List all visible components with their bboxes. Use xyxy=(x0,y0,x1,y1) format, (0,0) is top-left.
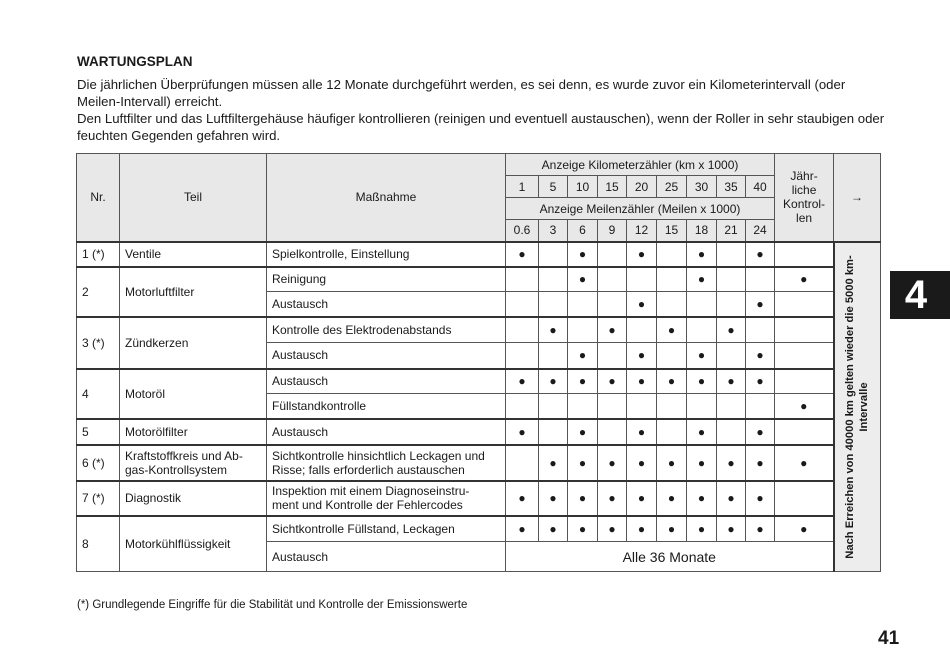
header-yearly-line: Kontrol- xyxy=(783,197,826,212)
interval-dot: ● xyxy=(746,481,775,516)
interval-dot: ● xyxy=(687,516,717,542)
yearly-dot: ● xyxy=(775,394,834,419)
interval-dot: ● xyxy=(717,317,746,343)
yearly-cell xyxy=(775,317,834,343)
interval-dot: ● xyxy=(568,481,598,516)
mile-interval: 12 xyxy=(627,220,657,242)
measure xyxy=(267,542,506,572)
km-interval: 5 xyxy=(539,176,568,198)
km-interval: 20 xyxy=(627,176,657,198)
item-number: 5 xyxy=(77,419,120,445)
interval-cell xyxy=(539,267,568,292)
measure-line: Austausch xyxy=(272,296,329,311)
yearly-cell xyxy=(775,292,834,317)
yearly-cell xyxy=(775,242,834,267)
header-yearly-line: len xyxy=(796,211,813,226)
measure-line: ment und Kontrolle der Fehlercodes xyxy=(272,498,463,512)
interval-cell xyxy=(687,292,717,317)
measure xyxy=(267,267,506,292)
interval-dot: ● xyxy=(568,445,598,481)
measure-line: Spielkontrolle, Einstellung xyxy=(272,247,410,261)
interval-cell xyxy=(657,292,687,317)
interval-cell xyxy=(717,292,746,317)
km-interval: 35 xyxy=(717,176,746,198)
interval-dot: ● xyxy=(539,445,568,481)
interval-cell xyxy=(657,343,687,369)
measure-line: Reinigung xyxy=(272,272,327,287)
part-name-line: Motorkühlflüssigkeit xyxy=(125,536,231,551)
measure xyxy=(267,369,506,394)
mile-interval: 15 xyxy=(657,220,687,242)
km-interval: 15 xyxy=(598,176,627,198)
mile-interval: 0.6 xyxy=(506,220,539,242)
maintenance-table xyxy=(76,153,881,572)
interval-dot: ● xyxy=(627,343,657,369)
yearly-cell xyxy=(775,343,834,369)
measure xyxy=(267,242,506,267)
interval-dot: ● xyxy=(627,242,657,267)
interval-dot: ● xyxy=(657,516,687,542)
measure xyxy=(267,419,506,445)
interval-dot: ● xyxy=(506,481,539,516)
interval-dot: ● xyxy=(627,481,657,516)
measure xyxy=(267,481,506,516)
measure-line: Kontrolle des Elektrodenabstands xyxy=(272,322,452,337)
interval-dot: ● xyxy=(687,369,717,394)
measure-line: Austausch xyxy=(272,424,329,439)
header-teil: Teil xyxy=(120,154,267,242)
yearly-cell xyxy=(775,419,834,445)
interval-cell xyxy=(717,242,746,267)
mile-interval: 9 xyxy=(598,220,627,242)
interval-dot: ● xyxy=(598,516,627,542)
interval-cell xyxy=(598,267,627,292)
interval-cell xyxy=(687,394,717,419)
interval-cell xyxy=(627,267,657,292)
interval-dot: ● xyxy=(687,419,717,445)
interval-cell xyxy=(598,292,627,317)
interval-dot: ● xyxy=(627,419,657,445)
header-nr: Nr. xyxy=(77,154,120,242)
interval-dot: ● xyxy=(598,369,627,394)
measure xyxy=(267,317,506,343)
part-name xyxy=(120,267,267,317)
interval-dot: ● xyxy=(506,369,539,394)
intro-paragraph-1: Die jährlichen Überprüfungen müssen alle 12 Monate durchgeführt werden, es sei denn, es wurde zuvor ein Kilometerintervall (oder Meilen-Intervall) erreicht. xyxy=(77,77,846,109)
item-number: 4 xyxy=(77,369,120,419)
interval-cell xyxy=(657,419,687,445)
yearly-dot: ● xyxy=(775,267,834,292)
interval-dot: ● xyxy=(687,481,717,516)
part-name xyxy=(120,317,267,369)
interval-reset-note-cell xyxy=(834,242,881,572)
interval-cell xyxy=(717,267,746,292)
interval-dot: ● xyxy=(627,516,657,542)
interval-cell xyxy=(717,343,746,369)
interval-cell xyxy=(746,394,775,419)
interval-cell xyxy=(627,394,657,419)
part-name-line: gas-Kontrollsystem xyxy=(125,462,228,477)
mile-interval: 21 xyxy=(717,220,746,242)
interval-cell xyxy=(657,242,687,267)
measure-line: Risse; falls erforderlich austauschen xyxy=(272,462,465,477)
part-name xyxy=(120,445,267,481)
interval-dot: ● xyxy=(717,369,746,394)
interval-dot: ● xyxy=(598,317,627,343)
part-name-line: Kraftstoffkreis und Ab- xyxy=(125,448,243,463)
interval-dot: ● xyxy=(568,516,598,542)
mile-interval: 18 xyxy=(687,220,717,242)
interval-dot: ● xyxy=(506,516,539,542)
mile-interval: 3 xyxy=(539,220,568,242)
page-number: 41 xyxy=(878,628,900,649)
interval-dot: ● xyxy=(539,317,568,343)
measure xyxy=(267,394,506,419)
yearly-dot: ● xyxy=(775,445,834,481)
interval-dot: ● xyxy=(687,242,717,267)
interval-cell xyxy=(568,292,598,317)
part-name-line: Zündkerzen xyxy=(125,335,189,350)
interval-dot: ● xyxy=(506,242,539,267)
interval-cell xyxy=(568,394,598,419)
interval-dot: ● xyxy=(598,445,627,481)
interval-dot: ● xyxy=(568,419,598,445)
header-mi-title: Anzeige Meilenzähler (Meilen x 1000) xyxy=(506,198,775,220)
interval-dot: ● xyxy=(717,516,746,542)
interval-dot: ● xyxy=(746,292,775,317)
part-name xyxy=(120,242,267,267)
mile-interval: 24 xyxy=(746,220,775,242)
interval-cell xyxy=(598,343,627,369)
table-row xyxy=(77,445,881,481)
interval-dot: ● xyxy=(746,369,775,394)
interval-dot: ● xyxy=(717,481,746,516)
interval-dot: ● xyxy=(687,267,717,292)
part-name xyxy=(120,369,267,419)
interval-dot: ● xyxy=(539,516,568,542)
interval-dot: ● xyxy=(627,369,657,394)
table-row xyxy=(77,419,881,445)
part-name xyxy=(120,419,267,445)
measure xyxy=(267,445,506,481)
measure-line: Sichtkontrolle Füllstand, Leckagen xyxy=(272,521,455,536)
table-row xyxy=(77,267,881,292)
table-row xyxy=(77,481,881,516)
part-name-line: Ventile xyxy=(125,247,162,261)
km-interval: 10 xyxy=(568,176,598,198)
interval-dot: ● xyxy=(627,445,657,481)
mile-interval: 6 xyxy=(568,220,598,242)
interval-dot: ● xyxy=(746,445,775,481)
interval-dot: ● xyxy=(717,445,746,481)
chapter-tab: 4 xyxy=(890,271,950,319)
interval-dot: ● xyxy=(746,419,775,445)
interval-reset-note: Nach Erreichen von 40000 km gelten wieder die 5000 km-Intervalle xyxy=(844,255,871,559)
measure xyxy=(267,516,506,542)
item-number: 1 (*) xyxy=(77,242,120,267)
interval-cell xyxy=(506,394,539,419)
part-name xyxy=(120,481,267,516)
header-arrow: → xyxy=(834,154,881,242)
interval-cell xyxy=(506,317,539,343)
interval-dot: ● xyxy=(568,369,598,394)
interval-dot: ● xyxy=(687,445,717,481)
interval-cell xyxy=(539,394,568,419)
interval-dot: ● xyxy=(506,419,539,445)
intro-text xyxy=(77,76,885,144)
part-name-line: Motorluftfilter xyxy=(125,284,195,299)
part-name-line: Motoröl xyxy=(125,386,166,401)
measure-line: Austausch xyxy=(272,348,329,363)
interval-cell xyxy=(506,343,539,369)
interval-dot: ● xyxy=(568,267,598,292)
interval-cell xyxy=(657,394,687,419)
interval-dot: ● xyxy=(687,343,717,369)
interval-cell xyxy=(717,419,746,445)
header-massnahme: Maßnahme xyxy=(267,154,506,242)
interval-cell xyxy=(568,317,598,343)
header-yearly xyxy=(775,154,834,242)
interval-cell xyxy=(539,343,568,369)
interval-dot: ● xyxy=(598,481,627,516)
table-row xyxy=(77,317,881,343)
part-name-line: Diagnostik xyxy=(125,491,182,505)
part-name xyxy=(120,516,267,572)
interval-note: Alle 36 Monate xyxy=(506,542,834,572)
interval-dot: ● xyxy=(746,516,775,542)
header-km-title: Anzeige Kilometerzähler (km x 1000) xyxy=(506,154,775,176)
interval-cell xyxy=(598,394,627,419)
header-yearly-line: liche xyxy=(791,183,817,198)
measure xyxy=(267,343,506,369)
part-name-line: Motorölfilter xyxy=(125,424,188,439)
interval-cell xyxy=(598,242,627,267)
item-number: 7 (*) xyxy=(77,481,120,516)
interval-dot: ● xyxy=(539,481,568,516)
interval-cell xyxy=(506,292,539,317)
interval-dot: ● xyxy=(657,481,687,516)
item-number: 3 (*) xyxy=(77,317,120,369)
interval-cell xyxy=(687,317,717,343)
interval-cell xyxy=(539,292,568,317)
table-row xyxy=(77,516,881,542)
measure-line: Austausch xyxy=(272,374,329,389)
interval-dot: ● xyxy=(568,242,598,267)
interval-dot: ● xyxy=(568,343,598,369)
yearly-cell xyxy=(775,369,834,394)
interval-cell xyxy=(717,394,746,419)
interval-cell xyxy=(746,317,775,343)
interval-dot: ● xyxy=(657,445,687,481)
yearly-cell xyxy=(775,481,834,516)
table-row xyxy=(77,369,881,394)
interval-cell xyxy=(506,445,539,481)
measure xyxy=(267,292,506,317)
interval-dot: ● xyxy=(746,343,775,369)
interval-dot: ● xyxy=(657,369,687,394)
km-interval: 25 xyxy=(657,176,687,198)
interval-dot: ● xyxy=(539,369,568,394)
interval-dot: ● xyxy=(627,292,657,317)
interval-dot: ● xyxy=(746,242,775,267)
measure-line: Füllstandkontrolle xyxy=(272,398,367,413)
interval-cell xyxy=(746,267,775,292)
item-number: 6 (*) xyxy=(77,445,120,481)
yearly-dot: ● xyxy=(775,516,834,542)
km-interval: 1 xyxy=(506,176,539,198)
page-title: WARTUNGSPLAN xyxy=(77,54,193,69)
interval-cell xyxy=(539,419,568,445)
footnote: (*) Grundlegende Eingriffe für die Stabilität und Kontrolle der Emissionswerte xyxy=(77,599,468,611)
km-interval: 40 xyxy=(746,176,775,198)
interval-cell xyxy=(657,267,687,292)
km-interval: 30 xyxy=(687,176,717,198)
interval-cell xyxy=(598,419,627,445)
measure-line: Austausch xyxy=(272,549,329,564)
interval-cell xyxy=(506,267,539,292)
intro-paragraph-2: Den Luftfilter und das Luftfiltergehäuse häufiger kontrollieren (reinigen und eventuell austauschen), wenn der Roller in sehr staubigen oder feuchten Gegenden gefahren wird. xyxy=(77,111,885,143)
interval-cell xyxy=(627,317,657,343)
table-row xyxy=(77,242,881,267)
header-yearly-line: Jähr- xyxy=(790,169,818,184)
interval-cell xyxy=(539,242,568,267)
item-number: 2 xyxy=(77,267,120,317)
measure-line: Inspektion mit einem Diagnoseinstru- xyxy=(272,484,470,498)
item-number: 8 xyxy=(77,516,120,572)
measure-line: Sichtkontrolle hinsichtlich Leckagen und xyxy=(272,448,485,463)
interval-dot: ● xyxy=(657,317,687,343)
